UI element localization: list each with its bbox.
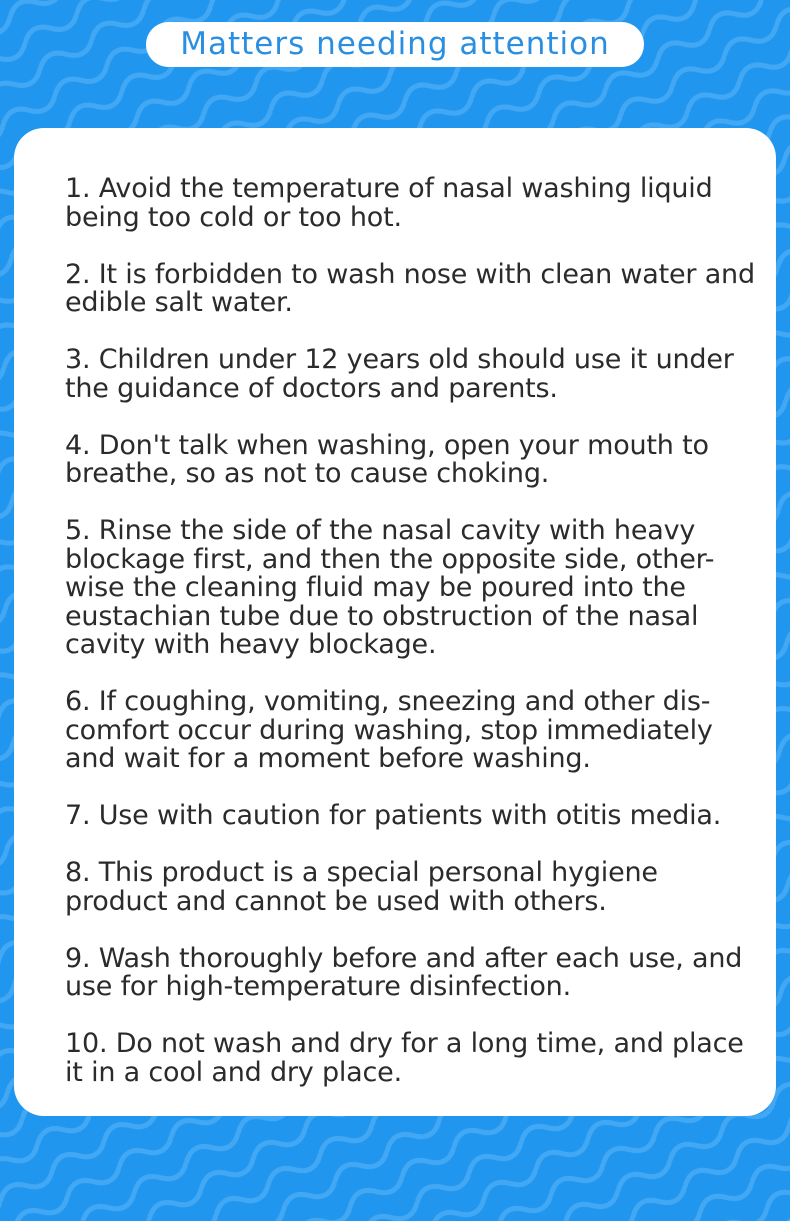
list-item: 2. It is forbidden to wash nose with clean water and edible salt water. bbox=[65, 258, 755, 318]
list-item: 8. This product is a special personal hygiene product and cannot be used with others. bbox=[65, 857, 658, 917]
list-item: 7. Use with caution for patients with otitis media. bbox=[65, 800, 722, 831]
list-item: 1. Avoid the temperature of nasal washing liquid being too cold or too hot. bbox=[65, 173, 713, 233]
notes-card bbox=[14, 128, 776, 1116]
title-banner bbox=[146, 22, 644, 67]
attention-list bbox=[65, 175, 755, 1087]
page-title: Matters needing attention bbox=[180, 26, 610, 62]
list-item: 4. Don't talk when washing, open your mouth to breathe, so as not to cause choking. bbox=[65, 429, 709, 489]
list-item: 3. Children under 12 years old should use it under the guidance of doctors and parents. bbox=[65, 344, 734, 404]
list-item: 9. Wash thoroughly before and after each use, and use for high-temperature disinfection. bbox=[65, 942, 743, 1002]
list-item: 10. Do not wash and dry for a long time, and place it in a cool and dry place. bbox=[65, 1028, 744, 1088]
list-item: 6. If coughing, vomiting, sneezing and other dis-comfort occur during washing, stop immediately and wait for a moment before washing. bbox=[65, 686, 713, 774]
list-item: 5. Rinse the side of the nasal cavity with heavy blockage first, and then the opposite side, other-wise the cleaning fluid may be poured into the eustachian tube due to obstruction of the nasal cavity with heavy blockage. bbox=[65, 515, 715, 660]
